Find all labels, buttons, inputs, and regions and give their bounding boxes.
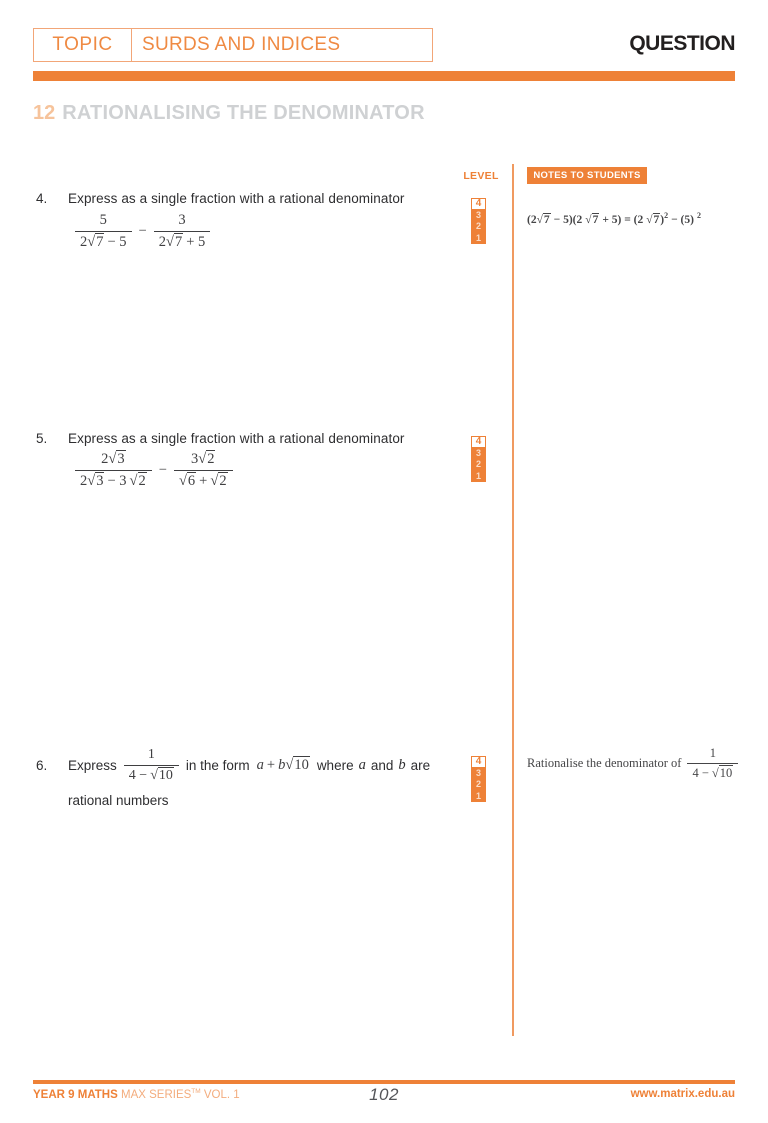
denominator: 2 √ 7 − 5 (75, 231, 132, 251)
level-column-header: LEVEL (463, 170, 499, 182)
website-url: www.matrix.edu.au (630, 1088, 735, 1100)
question-text: in the form (185, 758, 250, 773)
notes-column-header: NOTES TO STUDENTS (527, 167, 647, 184)
question-text: where (316, 758, 354, 773)
denominator: 4 − √ 10 (124, 765, 179, 784)
level-cell-3: 3 (471, 448, 486, 460)
denominator: 4 − √ 10 (687, 763, 738, 781)
question-text: Express as a single fraction with a rational denominator (68, 191, 405, 206)
question-number: 4. (36, 191, 48, 206)
page-number: 102 (369, 1085, 399, 1104)
note-q4: (2 √ 7 − 5)(2 √ 7 + 5) = (2 √ 7)$^2$ − (5) $^2$ (527, 211, 701, 226)
numerator: 1 (147, 747, 155, 762)
variable-a: a (358, 757, 366, 773)
numerator: 3 (178, 212, 186, 228)
header-rule (33, 71, 735, 81)
numerator: 1 (709, 746, 717, 760)
level-cell-1: 1 (471, 233, 486, 245)
column-divider (512, 164, 514, 1036)
level-cell-4: 4 (471, 198, 486, 210)
question-5 (36, 431, 456, 446)
section-heading (33, 102, 425, 125)
fraction (124, 747, 179, 784)
section-title: RATIONALISING THE DENOMINATOR (62, 102, 425, 124)
sqrt-symbol: √ 10 (285, 756, 309, 773)
variable-b: b (398, 757, 406, 773)
fraction (154, 212, 211, 251)
note-text: Rationalise the denominator of (527, 756, 682, 770)
sqrt-symbol: √ 2 (198, 450, 215, 467)
footer-series: YEAR 9 MATHS MAX SERIES™ VOL. 1 (33, 1088, 240, 1101)
sqrt-symbol: √ 7 (646, 213, 660, 226)
minus-operator: − (158, 462, 167, 478)
question-number: 5. (36, 431, 48, 446)
question-text: Express (68, 758, 117, 773)
level-cell-2: 2 (471, 459, 486, 471)
sqrt-symbol: √ 6 (179, 472, 196, 489)
sqrt-symbol: √ 7 (166, 233, 183, 250)
fraction (687, 746, 738, 781)
numerator: 3 √ 2 (174, 451, 233, 470)
level-indicator-q5 (471, 436, 486, 482)
sqrt-symbol: √ 2 (210, 472, 227, 489)
sqrt-symbol: √ 10 (150, 768, 174, 783)
question-6-line2: rational numbers (68, 793, 169, 808)
question-text: Express as a single fraction with a rational denominator (68, 431, 405, 446)
numerator: 2 √ 3 (75, 451, 152, 470)
footer-rule (33, 1080, 735, 1084)
denominator: 2 √ 7 + 5 (154, 231, 211, 251)
note-q6 (527, 746, 738, 781)
form-expression: a + b √ 10 (257, 757, 310, 774)
level-cell-2: 2 (471, 221, 486, 233)
denominator: 2 √ 3 − 3 √ 2 (75, 470, 152, 490)
level-cell-3: 3 (471, 210, 486, 222)
level-cell-2: 2 (471, 779, 486, 791)
sqrt-symbol: √ 7 (537, 213, 551, 226)
trademark: TM (191, 1088, 201, 1095)
page-type-label: QUESTION (629, 32, 735, 55)
level-cell-3: 3 (471, 768, 486, 780)
level-indicator-q6 (471, 756, 486, 802)
exponent: 2 (696, 211, 701, 220)
numerator: 5 (99, 212, 107, 228)
section-number: 12 (33, 102, 56, 124)
question-6 (36, 747, 430, 784)
minus-operator: − (138, 223, 147, 239)
level-cell-1: 1 (471, 791, 486, 803)
topic-label: TOPIC (34, 29, 132, 61)
topic-title: SURDS AND INDICES (142, 34, 341, 55)
sqrt-symbol: √ 3 (87, 472, 104, 489)
denominator: √ 6 + √ 2 (174, 470, 233, 490)
level-cell-4: 4 (471, 756, 486, 768)
level-cell-1: 1 (471, 471, 486, 483)
level-cell-4: 4 (471, 436, 486, 448)
fraction (75, 451, 152, 490)
exponent: 2 (664, 211, 669, 220)
sqrt-symbol: √ 3 (108, 450, 125, 467)
sqrt-symbol: √ 7 (585, 213, 599, 226)
question-5-expression (75, 451, 233, 490)
level-indicator-q4 (471, 198, 486, 244)
question-text: and (370, 758, 394, 773)
question-4-expression (75, 212, 210, 251)
sqrt-symbol: √ 10 (712, 766, 733, 780)
question-number: 6. (36, 758, 48, 773)
fraction (75, 212, 132, 251)
fraction (174, 451, 233, 490)
question-text: are (410, 758, 431, 773)
sqrt-symbol: √ 7 (87, 233, 104, 250)
topic-box (33, 28, 433, 62)
sqrt-symbol: √ 2 (130, 472, 147, 489)
question-4 (36, 191, 456, 206)
